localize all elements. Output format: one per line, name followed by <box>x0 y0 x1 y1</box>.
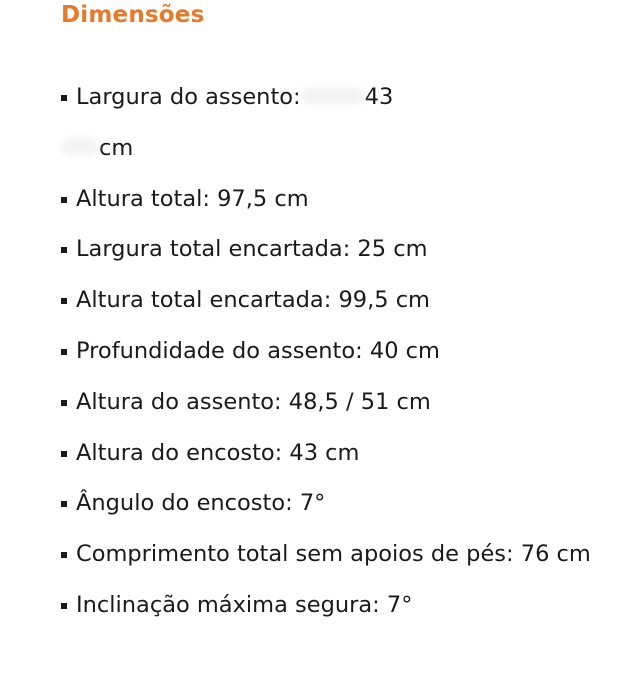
spec-text: Largura total encartada: 25 cm <box>76 236 428 263</box>
bullet-icon <box>61 298 67 304</box>
spec-text: Ângulo do encosto: 7° <box>76 490 326 517</box>
spec-text: Altura do assento: 48,5 / 51 cm <box>76 388 431 415</box>
spec-text: Inclinação máxima segura: 7° <box>76 591 413 618</box>
redacted-value-mark <box>301 87 365 105</box>
list-item-profundidade-assento <box>61 326 606 377</box>
bullet-icon <box>61 197 67 203</box>
dimensions-list <box>61 72 606 631</box>
list-item-altura-assento <box>61 377 606 428</box>
list-item-altura-encartada <box>61 275 606 326</box>
redacted-value-mark <box>61 138 99 156</box>
list-item-largura-encartada <box>61 224 606 275</box>
list-item-largura-assento <box>61 72 606 174</box>
bullet-icon <box>61 95 67 101</box>
bullet-icon <box>61 247 67 253</box>
section-title: Dimensões <box>61 2 205 28</box>
list-item-angulo-encosto <box>61 478 606 529</box>
spec-text: Comprimento total sem apoios de pés: 76 cm <box>76 541 591 568</box>
spec-text: Altura do encosto: 43 cm <box>76 439 360 466</box>
list-item-altura-total <box>61 174 606 225</box>
spec-label: Largura do assento: <box>76 84 301 110</box>
bullet-icon <box>61 603 67 609</box>
bullet-icon <box>61 400 67 406</box>
spec-text: Profundidade do assento: 40 cm <box>76 337 440 364</box>
list-item-inclinacao-maxima <box>61 580 606 631</box>
spec-text: Altura total: 97,5 cm <box>76 185 309 212</box>
bullet-icon <box>61 349 67 355</box>
spec-text: Altura total encartada: 99,5 cm <box>76 287 430 314</box>
list-item-altura-encosto <box>61 428 606 479</box>
bullet-icon <box>61 451 67 457</box>
spec-unit: cm <box>99 134 134 161</box>
bullet-icon <box>61 552 67 558</box>
spec-value: 43 <box>364 84 394 110</box>
bullet-icon <box>61 501 67 507</box>
list-item-comprimento-total <box>61 529 606 580</box>
